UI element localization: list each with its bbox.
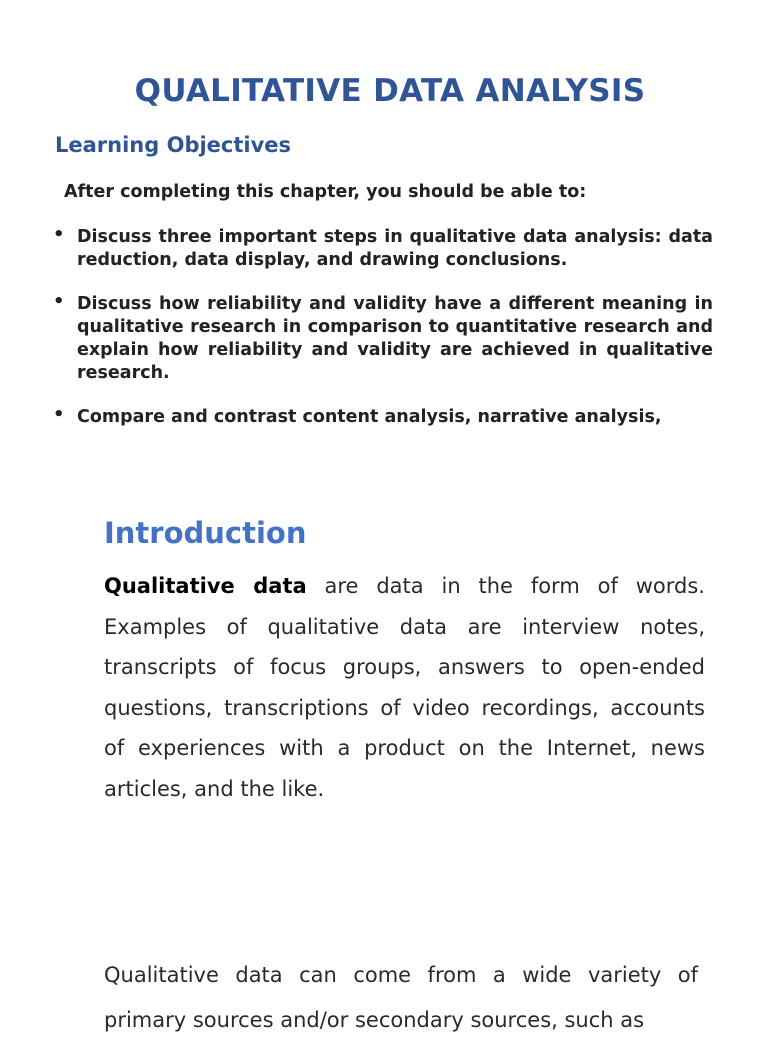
objective-item-1 (0, 226, 713, 272)
bullet-icon: • (53, 404, 65, 425)
bullet-icon: • (53, 224, 65, 245)
objectives-intro-text: After completing this chapter, you should be able to: (64, 182, 587, 202)
definition-text: are data in the form of words. Examples of qualitative data are interview notes, transcripts of focus groups, answers to open-ended questions, transcriptions of video recordings, accounts of experiences with a product on the Internet, news articles, and the like. (104, 574, 705, 801)
introduction-paragraph (104, 566, 705, 809)
objectives-list (0, 226, 768, 450)
bullet-icon: • (53, 291, 65, 312)
sources-paragraph: Qualitative data can come from a wide variety of primary sources and/or secondary sources, such as (104, 963, 698, 1032)
objective-text-3: Compare and contrast content analysis, narrative analysis, (77, 407, 662, 427)
learning-objectives-heading: Learning Objectives (55, 133, 292, 157)
objective-text-2: Discuss how reliability and validity have a different meaning in qualitative research in comparison to quantitative research and explain how reliability and validity are achieved in qualitative research. (77, 294, 713, 383)
objective-item-3 (0, 406, 737, 429)
objective-item-2 (0, 293, 713, 385)
objective-text-1: Discuss three important steps in qualitative data analysis: data reduction, data display, and drawing conclusions. (77, 227, 713, 270)
page-title: QUALITATIVE DATA ANALYSIS (134, 72, 646, 109)
qualitative-data-term: Qualitative data (104, 574, 307, 598)
introduction-heading: Introduction (104, 516, 307, 550)
